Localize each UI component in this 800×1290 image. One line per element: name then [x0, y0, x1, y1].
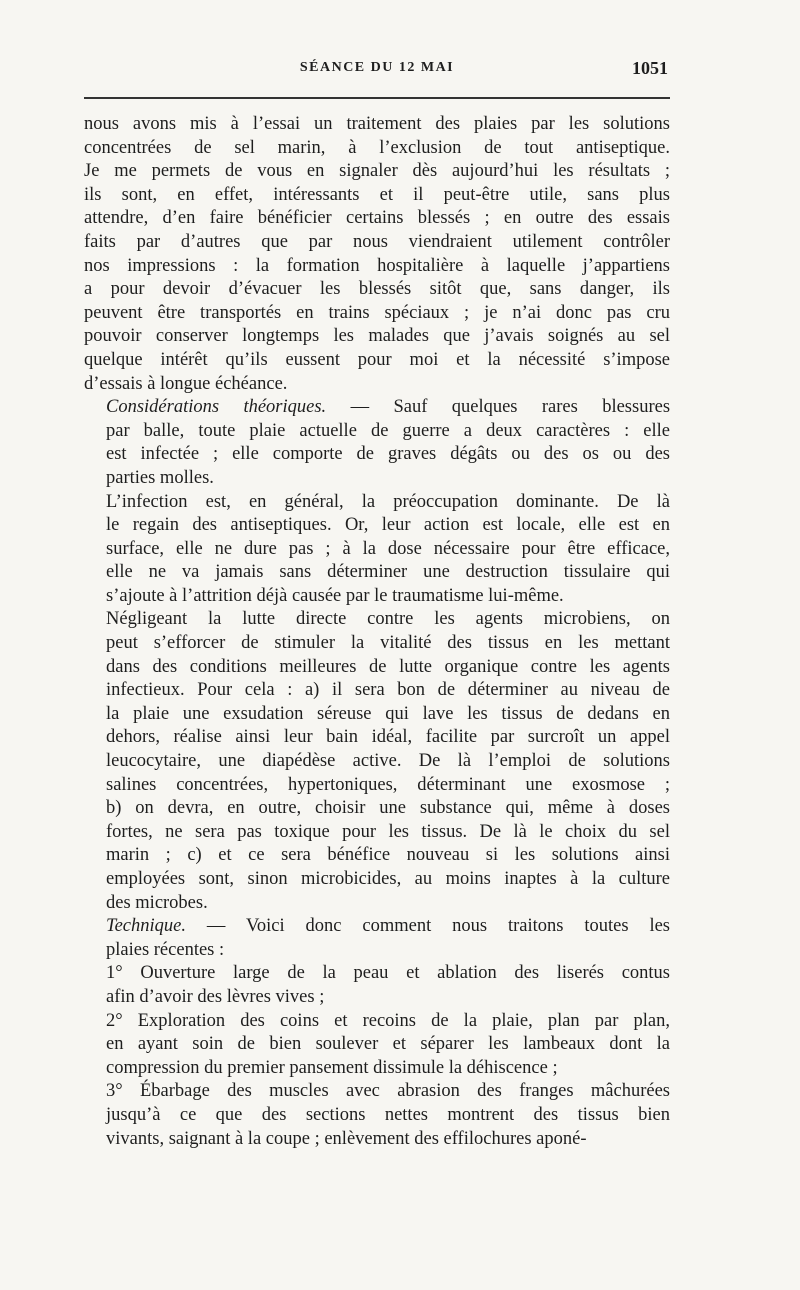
text-line: des microbes. [106, 892, 208, 913]
text-line: dans des conditions meilleures de lutte organique contre les agents [106, 656, 670, 677]
paragraph [84, 1010, 670, 1081]
text-line: fortes, ne sera pas toxique pour les tissus. De là le choix du sel [106, 821, 670, 842]
paragraph [84, 915, 670, 962]
paragraph [84, 608, 670, 915]
text-line: leucocytaire, une diapédèse active. De là l’emploi de solutions [106, 751, 670, 772]
text-line: en ayant soin de bien soulever et séparer les lambeaux dont la [106, 1034, 670, 1055]
section-heading: Technique. [106, 916, 186, 937]
header-rule [84, 97, 670, 99]
text-line [84, 396, 670, 420]
text-line: salines concentrées, hypertoniques, déterminant une exosmose ; [106, 774, 670, 795]
page-header [84, 60, 670, 84]
text-line: employées sont, sinon microbicides, au moins inaptes à la culture [106, 869, 670, 889]
text-line: Négligeant la lutte directe contre les agents microbiens, on [106, 609, 670, 630]
text-line: 1° Ouverture large de la peau et ablation des liserés contus [106, 963, 670, 984]
text-line: plaies récentes : [106, 939, 225, 960]
paragraph [84, 1080, 670, 1151]
section-heading: Considérations théoriques. [106, 397, 327, 418]
text-line: concentrées de sel marin, à l’exclusion de tout antiseptique. [84, 137, 670, 158]
text-run: — Sauf quelques rares blessures [326, 397, 671, 418]
text-line: marin ; c) et ce sera bénéfice nouveau si les solutions ainsi [106, 845, 670, 866]
text-line: b) on devra, en outre, choisir une substance qui, même à doses [106, 798, 670, 819]
text-line: compression du premier pansement dissimule la déhiscence ; [106, 1057, 558, 1078]
text-line: est infectée ; elle comporte de graves dégâts ou des os ou des [106, 444, 670, 465]
paragraph [84, 962, 670, 1009]
text-line: Je me permets de vous en signaler dès aujourd’hui les résultats ; [84, 161, 670, 182]
text-line: afin d’avoir des lèvres vives ; [106, 986, 325, 1007]
paragraph [84, 113, 670, 396]
text-line: quelque intérêt qu’ils eussent pour moi et la nécessité s’impose [84, 349, 670, 370]
running-title: SÉANCE DU 12 MAI [299, 60, 455, 75]
text-line [84, 915, 670, 939]
text-line: pouvoir conserver longtemps les malades que j’avais soignés au sel [84, 326, 670, 347]
text-line: attendre, d’en faire bénéficier certains blessés ; en outre des essais [84, 208, 670, 229]
text-line: d’essais à longue échéance. [84, 373, 288, 394]
text-line: nos impressions : la formation hospitalière à laquelle j’appartiens [84, 255, 670, 276]
text-run: — Voici donc comment nous traitons toutes les [186, 916, 670, 937]
page-number: 1051 [632, 58, 668, 78]
text-line: a pour devoir d’évacuer les blessés sitôt que, sans danger, ils [84, 279, 670, 300]
text-line: surface, elle ne dure pas ; à la dose nécessaire pour être efficace, [106, 538, 670, 559]
text-line: jusqu’à ce que des sections nettes montrent des tissus bien [106, 1104, 670, 1125]
text-line: peuvent être transportés en trains spéciaux ; je n’ai donc pas cru [84, 302, 670, 323]
text-line: par balle, toute plaie actuelle de guerre a deux caractères : elle [106, 420, 670, 441]
text-line: 3° Ébarbage des muscles avec abrasion des franges mâchurées [106, 1081, 670, 1102]
text-line: la plaie une exsudation séreuse qui lave les tissus de dedans en [106, 703, 670, 724]
text-line: elle ne va jamais sans déterminer une destruction tissulaire qui [106, 562, 670, 583]
text-line: 2° Exploration des coins et recoins de la plaie, plan par plan, [106, 1010, 670, 1031]
paragraph [84, 491, 670, 609]
text-line: faits par d’autres que par nous viendraient utilement contrôler [84, 231, 670, 252]
text-line: L’infection est, en général, la préoccupation dominante. De là [106, 491, 670, 512]
paragraph [84, 396, 670, 490]
text-line: infectieux. Pour cela : a) il sera bon de déterminer au niveau de [106, 680, 670, 701]
text-line: nous avons mis à l’essai un traitement des plaies par les solutions [84, 114, 670, 134]
text-line: le regain des antiseptiques. Or, leur action est locale, elle est en [106, 515, 670, 536]
text-line: ils sont, en effet, intéressants et il peut-être utile, sans plus [84, 184, 670, 205]
body-text [84, 113, 670, 1151]
text-line: peut s’efforcer de stimuler la vitalité des tissus en les mettant [106, 633, 670, 654]
text-line: dehors, réalise ainsi leur bain idéal, facilite par surcroît un appel [106, 727, 670, 748]
text-line: vivants, saignant à la coupe ; enlèvement des effilochures aponé- [106, 1128, 587, 1149]
text-line: s’ajoute à l’attrition déjà causée par le traumatisme lui-même. [106, 585, 564, 606]
text-line: parties molles. [106, 467, 214, 488]
